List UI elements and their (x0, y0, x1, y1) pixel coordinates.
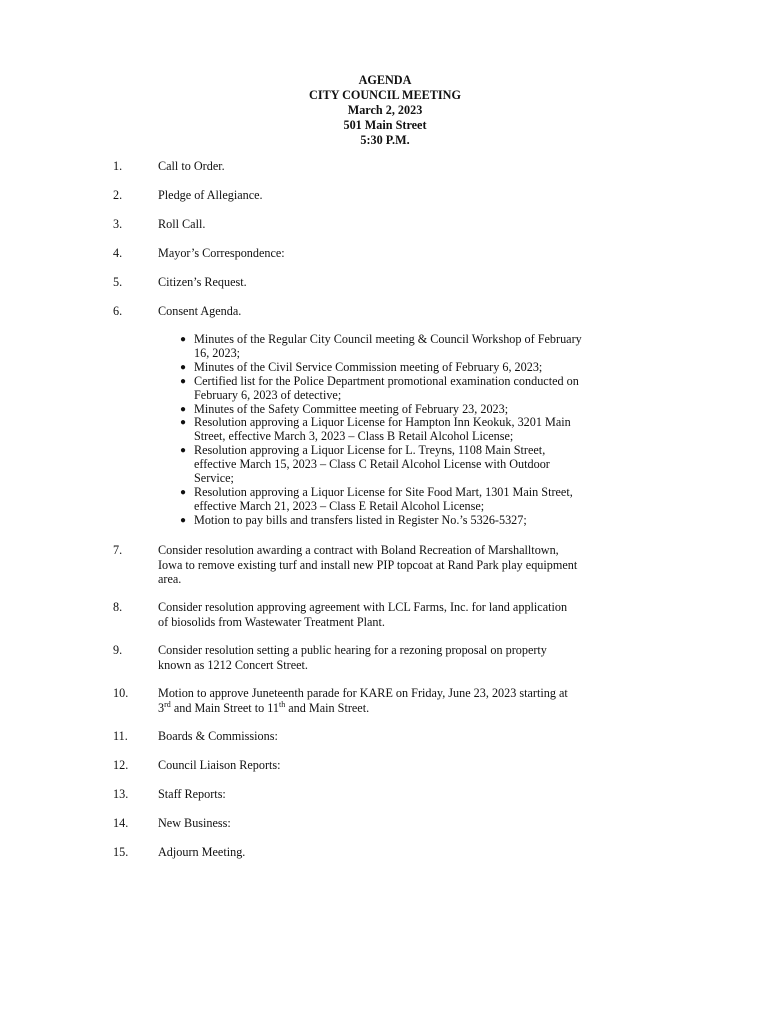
list-item (180, 333, 680, 361)
list-item-text: Resolution approving a Liquor License for Hampton Inn Keokuk, 3201 Main (194, 415, 571, 430)
item-text: Boards & Commissions: (158, 729, 278, 743)
list-item-text: Motion to pay bills and transfers listed in Register No.’s 5326-5327; (194, 512, 527, 527)
item-text: area. (158, 572, 182, 586)
bullet-icon: ● (180, 334, 187, 345)
bullet-icon: ● (180, 445, 187, 457)
item-text: Council Liaison Reports: (158, 758, 281, 772)
list-item-text: Resolution approving a Liquor License for Site Food Mart, 1301 Main Street, (194, 484, 573, 499)
bullet-icon: ● (180, 486, 187, 498)
item-number: 9. (113, 643, 123, 657)
item-text-line-2: 3rd and Main Street to 11th and Main Street. (158, 699, 370, 715)
item-number: 14. (113, 816, 129, 830)
item-number: 4. (113, 246, 123, 260)
item-text: Consider resolution approving agreement with LCL Farms, Inc. for land application (158, 600, 568, 614)
list-item (180, 416, 680, 444)
agenda-header (0, 73, 770, 148)
item-text: Mayor’s Correspondence: (158, 246, 285, 260)
list-item (180, 514, 680, 528)
item-number: 2. (113, 188, 123, 202)
item-number: 5. (113, 275, 123, 289)
item-number: 1. (113, 159, 123, 173)
item-text: Iowa to remove existing turf and install new PIP topcoat at Rand Park play equipment (158, 557, 578, 572)
list-item-text: Minutes of the Civil Service Commission meeting of February 6, 2023; (194, 359, 543, 374)
header-time: 5:30 P.M. (360, 133, 410, 147)
item-number: 12. (113, 758, 129, 772)
item-text: Motion to approve Juneteenth parade for KARE on Friday, June 23, 2023 starting at (158, 686, 568, 700)
list-item-text: 16, 2023; (194, 345, 241, 360)
list-item-text: Certified list for the Police Department promotional examination conducted on (194, 373, 579, 388)
header-title: AGENDA (358, 73, 412, 87)
consent-agenda-list (180, 333, 680, 528)
item-text: Roll Call. (158, 217, 206, 231)
list-item-text: effective March 15, 2023 – Class C Retail Alcohol License with Outdoor (194, 457, 550, 472)
item-text: Pledge of Allegiance. (158, 188, 263, 202)
item-text: of biosolids from Wastewater Treatment Plant. (158, 614, 385, 629)
item-text: Consent Agenda. (158, 304, 242, 318)
item-text: Citizen’s Request. (158, 275, 247, 289)
item-number: 7. (113, 543, 123, 557)
item-number: 8. (113, 600, 123, 614)
list-item (180, 486, 680, 514)
list-item-text: Street, effective March 3, 2023 – Class B Retail Alcohol License; (194, 429, 514, 444)
item-number: 3. (113, 217, 123, 231)
header-meeting-name: CITY COUNCIL MEETING (309, 88, 461, 102)
item-number: 15. (113, 845, 129, 859)
header-date: March 2, 2023 (347, 103, 423, 117)
list-item (180, 444, 680, 486)
item-text: known as 1212 Concert Street. (158, 657, 308, 672)
list-item (180, 375, 680, 403)
bullet-icon: ● (180, 417, 187, 429)
list-item-text: Resolution approving a Liquor License for L. Treyns, 1108 Main Street, (194, 443, 546, 458)
bullet-icon: ● (180, 361, 187, 373)
header-address: 501 Main Street (343, 118, 427, 132)
item-number: 13. (113, 787, 129, 801)
item-text: Call to Order. (158, 159, 225, 173)
item-text: Consider resolution setting a public hearing for a rezoning proposal on property (158, 643, 547, 657)
bullet-icon: ● (180, 375, 187, 387)
list-item-text: Minutes of the Safety Committee meeting of February 23, 2023; (194, 401, 509, 416)
item-number: 11. (113, 729, 128, 743)
item-text: New Business: (158, 816, 231, 830)
list-item-text: Minutes of the Regular City Council meeting & Council Workshop of February (194, 332, 582, 346)
item-text: Adjourn Meeting. (158, 845, 246, 859)
bullet-icon: ● (180, 514, 187, 526)
item-number: 6. (113, 304, 123, 318)
bullet-icon: ● (180, 403, 187, 415)
list-item-text: Service; (194, 471, 234, 486)
item-number: 10. (113, 686, 129, 700)
list-item-text: February 6, 2023 of detective; (194, 387, 342, 402)
list-item-text: effective March 21, 2023 – Class E Retail Alcohol License; (194, 498, 485, 513)
list-item (180, 361, 680, 375)
item-text: Staff Reports: (158, 787, 226, 801)
item-text: Consider resolution awarding a contract with Boland Recreation of Marshalltown, (158, 543, 559, 557)
list-item (180, 403, 680, 417)
